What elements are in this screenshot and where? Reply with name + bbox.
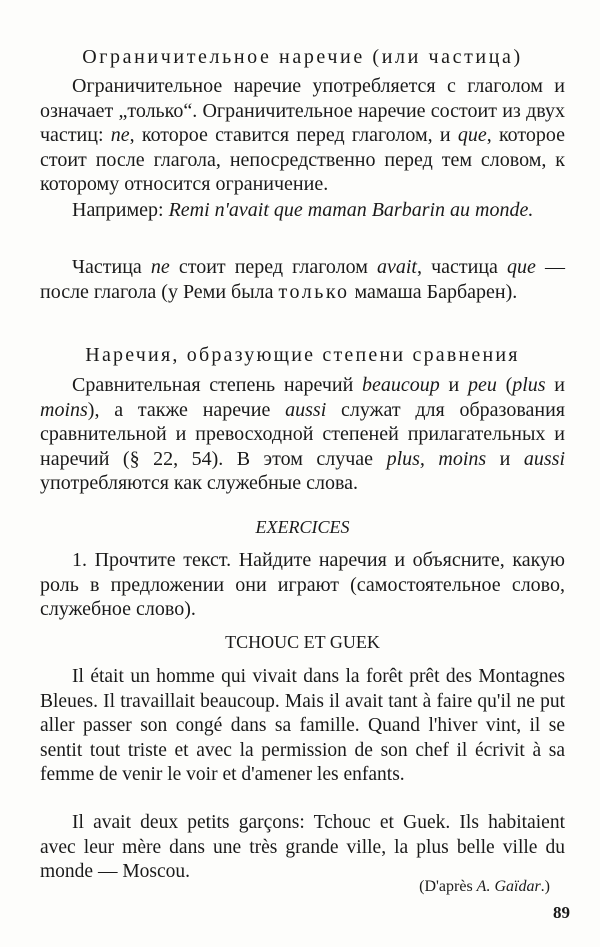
page-number: 89 bbox=[553, 903, 570, 922]
french-text-paragraph-2: Il avait deux petits garçons: Tchouc et Guek. Ils habitaient avec leur mère dans une très grande ville, la plus belle ville du monde — Moscou. bbox=[40, 812, 565, 883]
example-line: Например: Remi n'avait que maman Barbarin au monde. bbox=[72, 199, 534, 221]
exercise-task: 1. Прочтите текст. Найдите наречия и объясните, какую роль в предложении они играют (самостоятельное слово, служебное слово). bbox=[40, 549, 565, 620]
section-heading-restrictive: Ограничительное наречие (или частица) bbox=[82, 46, 523, 68]
paragraph-comparison-degrees: Сравнительная степень наречий beaucoup и peu (plus и moins), а также наречие aussi служат для образования сравнительной и превосходной степеней прилагательных и наречий (§ 22, 54). В этом случае plus, moins и aussi употребляются как служебные слова. bbox=[40, 374, 566, 494]
french-text-paragraph-1: Il était un homme qui vivait dans la forêt prêt des Montagnes Bleues. Il travaillait beaucoup. Mais il avait tant à faire qu'il ne put aller passer son congé dans sa famille. Quand l'hiver vint, il se sentit tout triste et avec la permission de son chef il écrivit à sa femme de venir le voir et d'amener les enfants. bbox=[40, 666, 565, 786]
text-title: TCHOUC ET GUEK bbox=[225, 632, 380, 652]
paragraph-ne-que-explanation: Частица ne стоит перед глаголом avait, частица que — после глагола (у Реми была только мамаша Барбарен). bbox=[40, 256, 565, 303]
paragraph-restrictive-definition: Ограничительное наречие употребляется с глаголом и означает „только“. Ограничительное наречие состоит из двух частиц: ne, которое ставится перед глаголом, и que, которое стоит после глагола, непосредственно перед тем словом, к которому относится ограничение. bbox=[40, 75, 566, 195]
text-source: (D'après A. Gaïdar.) bbox=[419, 878, 550, 895]
exercices-title: EXERCICES bbox=[255, 517, 350, 537]
section-heading-comparison: Наречия, образующие степени сравнения bbox=[85, 344, 520, 366]
